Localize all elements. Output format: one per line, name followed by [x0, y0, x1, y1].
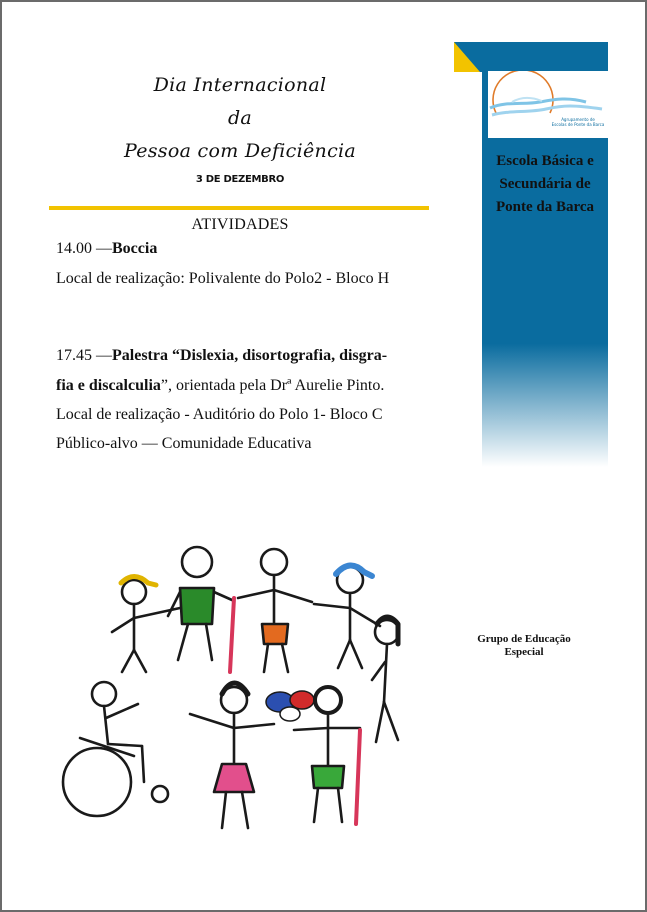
activity-1-time: 14.00 — [56, 240, 112, 257]
event-title-line3: Pessoa com Deficiência [123, 140, 357, 162]
activity-2-title-line2 [56, 377, 426, 395]
school-name-line2: Secundária de [499, 176, 591, 192]
group-label-line1: Grupo de Educação [477, 633, 571, 645]
school-name [482, 150, 608, 219]
figure-orange-shorts [238, 549, 312, 672]
event-date: 3 DE DEZEMBRO [195, 174, 285, 185]
activity-2-audience: Público-alvo — Comunidade Educativa [56, 435, 312, 452]
logo-text-line1: Agrupamento de [561, 117, 595, 122]
figure-girl-right [372, 617, 399, 742]
event-title-line1: Dia Internacional [153, 74, 327, 96]
group-label [454, 633, 594, 659]
activity-2-time: 17.45 — [56, 347, 112, 364]
school-logo [488, 71, 608, 138]
figure-blue-cap [314, 565, 380, 668]
school-name-line1: Escola Básica e [496, 153, 594, 169]
group-label-line2: Especial [504, 646, 544, 658]
activity-2-title-part2: fia e discalculia [56, 377, 161, 394]
activity-1-title [56, 240, 426, 258]
activity-2-location: Local de realização - Auditório do Polo 1- Bloco C [56, 406, 383, 423]
figure-pink-dress [190, 683, 274, 828]
school-name-line3: Ponte da Barca [495, 199, 595, 215]
figure-green-shirt [168, 547, 232, 660]
yellow-corner-flag-icon [454, 42, 482, 72]
activity-2-speaker: ”, orientada pela Drª Aurelie Pinto. [160, 377, 385, 394]
activity-2-title-part1: Palestra “Dislexia, disortografia, disgra- [112, 347, 388, 364]
figure-wheelchair-user [63, 682, 168, 816]
school-logo-icon [488, 71, 608, 138]
activities-heading: ATIVIDADES [191, 216, 289, 233]
activity-2-title-line1 [56, 347, 426, 365]
event-title-line2: da [227, 107, 253, 129]
activity-1-name: Boccia [112, 240, 158, 257]
logo-text-line2: Escolas de Ponte da Barca [551, 122, 605, 127]
inclusion-circle-illustration [42, 532, 442, 842]
activity-1-location: Local de realização: Polivalente do Polo2 - Bloco H [56, 270, 390, 287]
figure-yellow-cap [112, 577, 180, 673]
yellow-divider [49, 206, 429, 210]
